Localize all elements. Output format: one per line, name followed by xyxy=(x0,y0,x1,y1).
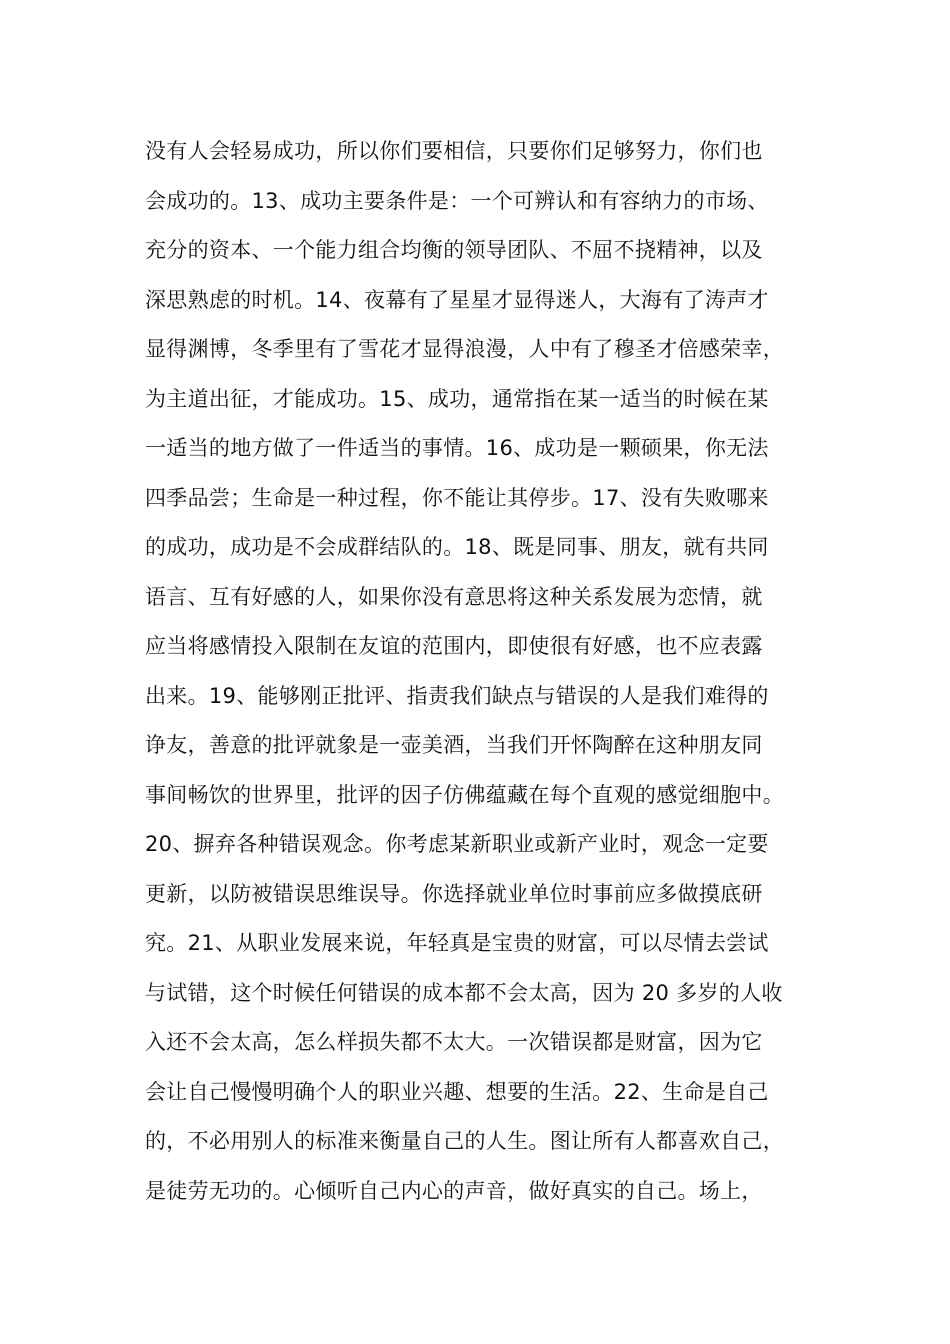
text-line: 充分的资本、一个能力组合均衡的领导团队、不屈不挠精神，以及 xyxy=(145,238,763,262)
text-line: 会让自己慢慢明确个人的职业兴趣、想要的生活。22、生命是自己 xyxy=(145,1079,769,1104)
text-line: 诤友，善意的批评就象是一壶美酒，当我们开怀陶醉在这种朋友同 xyxy=(145,733,763,757)
text-line: 的，不必用别人的标准来衡量自己的人生。图让所有人都喜欢自己， xyxy=(145,1129,784,1153)
text-line: 会成功的。13、成功主要条件是：一个可辨认和有容纳力的市场、 xyxy=(145,188,769,213)
text-line: 20、摒弃各种错误观念。你考虑某新职业或新产业时，观念一定要 xyxy=(145,832,769,856)
text-line: 为主道出征，才能成功。15、成功，通常指在某一适当的时候在某 xyxy=(145,386,769,411)
text-line: 出来。19、能够刚正批评、指责我们缺点与错误的人是我们难得的 xyxy=(145,683,769,708)
text-line: 语言、互有好感的人，如果你没有意思将这种关系发展为恋情，就 xyxy=(145,584,763,609)
text-line: 入还不会太高，怎么样损失都不太大。一次错误都是财富，因为它 xyxy=(145,1030,763,1054)
text-line: 究。21、从职业发展来说，年轻真是宝贵的财富，可以尽情去尝试 xyxy=(145,931,769,955)
text-line: 应当将感情投入限制在友谊的范围内，即使很有好感，也不应表露 xyxy=(145,634,763,658)
body-text xyxy=(145,127,825,1216)
text-line: 与试错，这个时候任何错误的成本都不会太高，因为 20 多岁的人收 xyxy=(145,980,783,1005)
text-line: 一适当的地方做了一件适当的事情。16、成功是一颗硕果，你无法 xyxy=(145,436,769,460)
text-line: 没有人会轻易成功，所以你们要相信，只要你们足够努力，你们也 xyxy=(145,139,763,163)
text-line: 的成功，成功是不会成群结队的。18、既是同事、朋友，就有共同 xyxy=(145,535,769,559)
text-line: 深思熟虑的时机。14、夜幕有了星星才显得迷人，大海有了涛声才 xyxy=(145,287,769,312)
text-line: 更新，以防被错误思维误导。你选择就业单位时事前应多做摸底研 xyxy=(145,881,763,906)
text-line: 事间畅饮的世界里，批评的因子仿佛蕴藏在每个直观的感觉细胞中。 xyxy=(145,782,784,807)
text-line: 显得渊博，冬季里有了雪花才显得浪漫，人中有了穆圣才倍感荣幸， xyxy=(145,337,784,361)
text-line: 是徒劳无功的。心倾听自己内心的声音，做好真实的自己。场上， xyxy=(145,1178,763,1203)
text-line: 四季品尝；生命是一种过程，你不能让其停步。17、没有失败哪来 xyxy=(145,485,769,510)
